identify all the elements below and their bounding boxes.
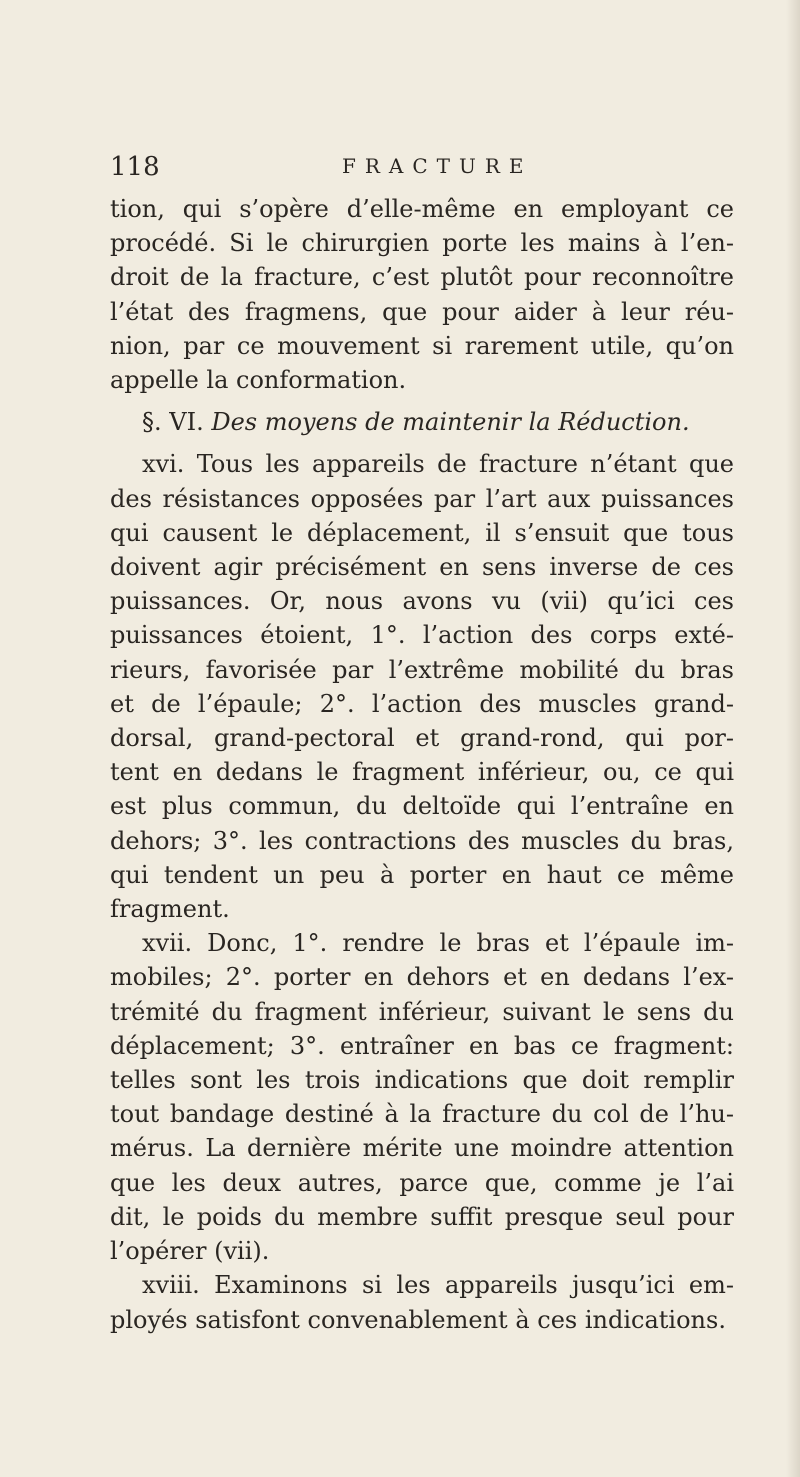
text-line: telles sont les trois indications que doit remplir — [110, 1066, 734, 1095]
text-line: xvii. Donc, 1°. rendre le bras et l’épaule im- — [142, 929, 734, 958]
text-line: doivent agir précisément en sens inverse de ces — [110, 553, 734, 582]
page-edge-shadow — [786, 0, 800, 1477]
text-line: appelle la conformation. — [110, 366, 407, 395]
text-line: tent en dedans le fragment inférieur, ou, ce qui — [110, 758, 734, 787]
text-line: déplacement; 3°. entraîner en bas ce fragment: — [110, 1031, 734, 1060]
paragraph-xvii — [110, 926, 734, 1268]
text-line: fragment. — [110, 895, 230, 924]
text-line: puissances étoient, 1°. l’action des corps exté- — [110, 621, 734, 650]
text-line: que les deux autres, parce que, comme je l’ai — [110, 1168, 734, 1197]
page-number: 118 — [110, 152, 160, 182]
text-line: dehors; 3°. les contractions des muscles du bras, — [110, 826, 734, 855]
text-line: dit, le poids du membre suffit presque seul pour — [110, 1202, 734, 1231]
text-line: l’état des fragmens, que pour aider à leur réu- — [110, 297, 734, 326]
text-line: est plus commun, du deltoïde qui l’entraîne en — [110, 792, 734, 821]
paragraph-xviii — [110, 1268, 734, 1336]
text-line: ployés satisfont convenablement à ces indications. — [110, 1305, 726, 1334]
page-header — [110, 152, 710, 192]
text-line: xviii. Examinons si les appareils jusqu’ici em- — [142, 1271, 734, 1300]
text-line: puissances. Or, nous avons vu (vii) qu’ici ces — [110, 587, 734, 616]
text-line: nion, par ce mouvement si rarement utile, qu’on — [110, 331, 734, 360]
section-mark: §. VI. — [142, 408, 204, 437]
paragraph-xvi — [110, 447, 734, 926]
text-line: trémité du fragment inférieur, suivant le sens du — [110, 997, 734, 1026]
section-heading — [110, 405, 734, 439]
text-line: qui causent le déplacement, il s’ensuit que tous — [110, 518, 734, 547]
section-title: Des moyens de maintenir la Réduction. — [211, 408, 690, 437]
text-line: procédé. Si le chirurgien porte les mains à l’en- — [110, 229, 734, 258]
text-line: dorsal, grand-pectoral et grand-rond, qui por- — [110, 724, 734, 753]
text-line: tout bandage destiné à la fracture du col de l’hu- — [110, 1100, 734, 1129]
text-line: rieurs, favorisée par l’extrême mobilité du bras — [110, 655, 734, 684]
text-line: droit de la fracture, c’est plutôt pour reconnoître — [110, 263, 734, 292]
text-line: l’opérer (vii). — [110, 1237, 270, 1266]
text-line: des résistances opposées par l’art aux puissances — [110, 484, 734, 513]
text-line: mérus. La dernière mérite une moindre attention — [110, 1134, 734, 1163]
page-body — [110, 192, 734, 1337]
text-line: xvi. Tous les appareils de fracture n’étant que — [142, 450, 734, 479]
text-line: tion, qui s’opère d’elle-même en employant ce — [110, 195, 734, 223]
paragraph-continued — [110, 192, 734, 397]
running-title: FRACTURE — [342, 154, 533, 178]
text-line: et de l’épaule; 2°. l’action des muscles grand- — [110, 689, 734, 718]
text-line: qui tendent un peu à porter en haut ce même — [110, 860, 734, 889]
text-line: mobiles; 2°. porter en dehors et en dedans l’ex- — [110, 963, 734, 992]
